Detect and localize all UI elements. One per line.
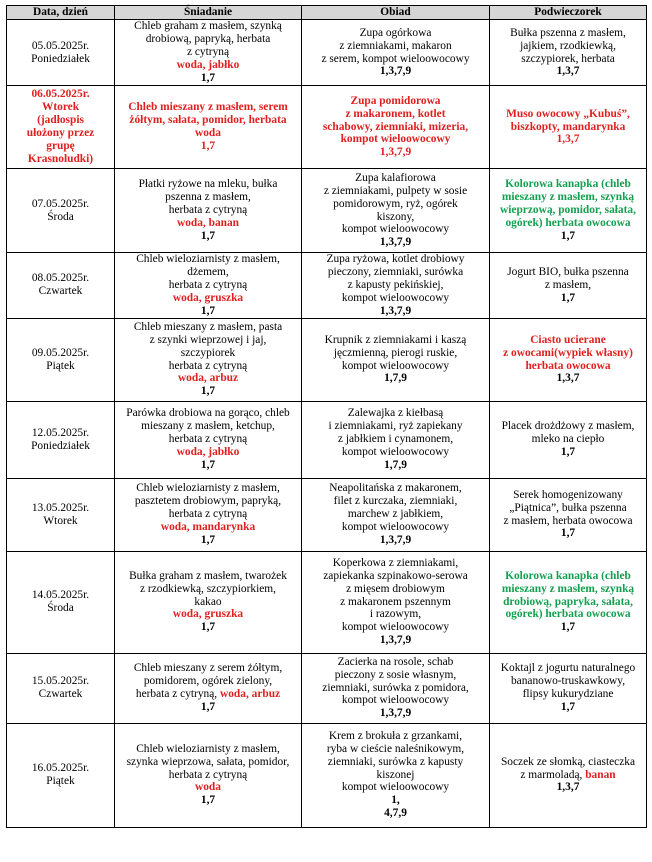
lunch-cell xyxy=(302,551,490,653)
menu-text-line: Poniedziałek xyxy=(31,52,90,65)
lunch-cell xyxy=(302,86,490,169)
menu-text-line: Chleb wieloziarnisty z masłem, xyxy=(136,742,280,755)
date-cell xyxy=(7,478,115,551)
breakfast-cell xyxy=(115,318,302,401)
menu-text-line: herbata z cytryną xyxy=(168,508,248,521)
table-row xyxy=(7,169,647,253)
menu-text-line: z szynki wieprzowej i jaj, xyxy=(149,333,267,346)
menu-text-line: 1, xyxy=(391,794,400,807)
menu-text-line: żółtym, sałata, pomidor, herbata xyxy=(129,114,287,127)
breakfast-cell xyxy=(115,20,302,86)
date-cell xyxy=(7,551,115,653)
menu-text-line: Ciasto ucierane xyxy=(530,333,606,346)
menu-text-line: pieczony z sosie własnym, xyxy=(334,668,457,681)
menu-text-line: 1,3,7 xyxy=(556,372,580,385)
lunch-cell xyxy=(302,401,490,478)
menu-text-line: Zalewajka z kiełbasą xyxy=(347,407,444,420)
menu-text-line: herbata z cytryną xyxy=(168,359,248,372)
lunch-cell xyxy=(302,653,490,723)
menu-text-line: szczypiorek xyxy=(180,346,236,359)
menu-text-line: Środa xyxy=(47,210,74,223)
menu-text-line: 1,7 xyxy=(200,304,216,317)
menu-text-line: 1,7 xyxy=(200,385,216,398)
menu-text-line: Wtorek xyxy=(43,514,78,527)
menu-text-segment: z marmoladą, xyxy=(520,768,586,781)
menu-text-line: ryba w cieście naleśnikowym, xyxy=(326,742,465,755)
header-snack: Podwieczorek xyxy=(490,6,647,20)
menu-text-line: 1,7 xyxy=(200,794,216,807)
menu-text-line: Jogurt BIO, bułka pszenna xyxy=(507,265,629,278)
breakfast-cell xyxy=(115,253,302,319)
menu-text-line: 14.05.2025r. xyxy=(31,589,90,602)
snack-cell xyxy=(490,86,647,169)
menu-text-line: 1,7 xyxy=(200,700,216,713)
menu-text-line: kiszonej xyxy=(376,768,415,781)
menu-text-line: 1,3,7 xyxy=(556,133,580,146)
breakfast-cell xyxy=(115,653,302,723)
menu-text-line: 1,3,7,9 xyxy=(379,146,412,159)
menu-text-line: Krupnik z ziemniakami i kaszą xyxy=(324,333,467,346)
snack-cell xyxy=(490,253,647,319)
header-date: Data, dzień xyxy=(7,6,115,20)
menu-text-line: 16.05.2025r. xyxy=(31,762,90,775)
menu-text-line: Parówka drobiowa na gorąco, chleb xyxy=(126,407,290,420)
menu-text-line: ziemniaki, surówka z pomidora, xyxy=(322,681,469,694)
menu-text-line: Czwartek xyxy=(38,688,83,701)
menu-text-line: 06.05.2025r. xyxy=(31,88,90,101)
date-cell xyxy=(7,401,115,478)
table-row xyxy=(7,478,647,551)
menu-text-line: drobiową, papryka, sałata, xyxy=(503,595,633,608)
menu-text-line: Krem z brokuła z grzankami, xyxy=(328,729,463,742)
menu-text-line: 1,3,7 xyxy=(556,781,580,794)
menu-text-line: Środa xyxy=(47,602,74,615)
menu-text-line: woda xyxy=(195,127,221,139)
menu-text-line: 15.05.2025r. xyxy=(31,675,90,688)
menu-text-line: Chleb wieloziarnisty z masłem, xyxy=(136,482,280,495)
menu-text-line: Bułka pszenna z masłem, xyxy=(510,26,626,39)
menu-text-line: ogórek) herbata owocowa xyxy=(505,608,631,621)
menu-text-line: kompot wieloowocowy xyxy=(341,520,450,533)
menu-text-line: 1,7 xyxy=(560,621,576,634)
menu-text-line: 1,7 xyxy=(560,291,576,304)
menu-text-line: 1,7 xyxy=(200,229,216,242)
lunch-cell xyxy=(302,253,490,319)
table-row xyxy=(7,20,647,86)
table-row xyxy=(7,253,647,319)
menu-text-line: Placek drożdżowy z masłem, xyxy=(501,420,635,433)
snack-cell xyxy=(490,653,647,723)
menu-text-line: herbata owocowa xyxy=(525,359,611,372)
menu-text-line: z ziemniakami, makaron xyxy=(339,39,452,52)
menu-text-line: 05.05.2025r. xyxy=(31,39,90,52)
table-row xyxy=(7,318,647,401)
menu-text-line: mleko na ciepło xyxy=(531,433,605,446)
menu-text-line: z jabłkiem i cynamonem, xyxy=(337,433,454,446)
menu-text-line: kakao xyxy=(194,595,222,608)
date-cell xyxy=(7,253,115,319)
menu-text-line: 12.05.2025r. xyxy=(31,426,90,439)
menu-text-line: z makaronem, kotlet xyxy=(345,107,446,120)
menu-text-line: herbata z cytryną xyxy=(168,278,248,291)
menu-text-line: 1,3,7,9 xyxy=(379,236,412,249)
menu-text-line: Chleb wieloziarnisty z masłem, xyxy=(136,253,280,265)
menu-text-line: 1,7 xyxy=(200,139,216,152)
menu-text-line: grupę xyxy=(46,139,75,152)
menu-text-line: Serek homogenizowany xyxy=(513,488,623,501)
menu-text-line: kompot wieloowocowy xyxy=(341,694,450,707)
menu-text-line: Krasnoludki) xyxy=(27,152,94,165)
menu-text-line: Chleb mieszany z masłem, serem xyxy=(128,101,288,114)
table-row xyxy=(7,86,647,169)
menu-text-line: dżemem, xyxy=(187,265,229,278)
menu-text-line: „Piątnica”, bułka pszenna xyxy=(509,501,627,514)
menu-text-segment: banan xyxy=(585,768,616,781)
menu-text-line: 1,7 xyxy=(560,229,576,242)
menu-text-line: 1,7 xyxy=(200,458,216,471)
menu-text-line: Zacierka na rosole, schab xyxy=(337,655,454,668)
table-row xyxy=(7,653,647,723)
snack-cell xyxy=(490,318,647,401)
menu-text-line: 13.05.2025r. xyxy=(31,501,90,514)
menu-text-line: Piątek xyxy=(46,775,75,788)
menu-text-line: jajkiem, rzodkiewką, xyxy=(520,39,616,52)
menu-text-line: Neapolitańska z makaronem, xyxy=(329,482,462,495)
menu-text-line: woda, gruszka xyxy=(172,291,244,304)
menu-text-line: 07.05.2025r. xyxy=(31,197,90,210)
menu-text-line: Koperkowa z ziemniakami, xyxy=(332,556,459,569)
menu-text-line: kompot wieloowocowy xyxy=(340,133,451,146)
menu-text-line: z rzodkiewką, szczypiorkiem, xyxy=(140,582,276,595)
menu-text-line: Kolorowa kanapka (chleb xyxy=(505,569,631,582)
menu-text-line xyxy=(492,769,644,782)
lunch-cell xyxy=(302,478,490,551)
menu-text-line: pasztetem drobiowym, papryką, xyxy=(134,495,282,508)
menu-text-line: Czwartek xyxy=(38,285,83,298)
menu-text-line: schabowy, ziemniaki, mizeria, xyxy=(322,120,469,133)
menu-text-line: Koktajl z jogurtu naturalnego xyxy=(500,662,636,675)
header-row xyxy=(7,6,647,20)
menu-text-line: Poniedziałek xyxy=(31,439,90,452)
menu-text-line: mieszany z masłem, szynką xyxy=(501,582,635,595)
menu-text-line: i razowym, xyxy=(369,608,422,621)
menu-text-segment: woda, arbuz xyxy=(220,688,281,701)
lunch-cell xyxy=(302,169,490,253)
menu-text-line: woda, mandarynka xyxy=(160,520,256,533)
menu-text-line: ułożony przez xyxy=(26,127,95,139)
breakfast-cell xyxy=(115,169,302,253)
menu-text-line: 09.05.2025r. xyxy=(31,346,90,359)
table-row xyxy=(7,551,647,653)
menu-text-line: drobiową, papryką, herbata xyxy=(145,33,271,46)
menu-text-line: kompot wieloowocowy xyxy=(341,445,450,458)
menu-text-line: 1,3,7,9 xyxy=(379,634,412,647)
menu-text-line: Zupa pomidorowa xyxy=(350,94,441,107)
menu-text-line: 1,3,7 xyxy=(556,65,580,78)
date-cell xyxy=(7,20,115,86)
menu-text-line: woda xyxy=(195,781,221,794)
date-cell xyxy=(7,318,115,401)
menu-text-line: pomidorowym, ryż, ogórek xyxy=(333,197,458,210)
menu-text-line: ogórek) herbata owocowa xyxy=(505,216,631,229)
menu-text-line: 4,7,9 xyxy=(384,807,407,820)
menu-text-segment: herbata z cytryną, xyxy=(135,688,220,701)
menu-text-line: Zupa kalafiorowa xyxy=(355,171,436,184)
menu-text-line: bananowo-truskawkowy, xyxy=(510,675,626,688)
menu-text-line: mieszany z masłem, szynką xyxy=(501,191,635,204)
menu-text-line: woda, jabłko xyxy=(176,58,240,71)
lunch-cell xyxy=(302,723,490,827)
menu-text-line: pieczony, ziemniaki, surówka xyxy=(327,265,464,278)
menu-text-line: marchew z jabłkiem, xyxy=(347,508,444,521)
table-row xyxy=(7,401,647,478)
menu-text-line: zapiekanka szpinakowo-serowa xyxy=(323,569,468,582)
date-cell xyxy=(7,86,115,169)
menu-text-line: z cytryną xyxy=(186,46,230,59)
menu-text-line: szynka wieprzowa, sałata, pomidor, xyxy=(126,755,290,768)
menu-text-line xyxy=(117,688,299,701)
menu-text-line: pszenna z masłem, xyxy=(165,191,251,204)
menu-text-line: 1,7 xyxy=(560,527,576,540)
menu-text-line: szczypiorek, herbata xyxy=(521,52,615,65)
menu-text-line: Kolorowa kanapka (chleb xyxy=(505,178,631,191)
lunch-cell xyxy=(302,318,490,401)
menu-text-line: 1,7,9 xyxy=(384,372,407,385)
menu-text-line: pomidorem, ogórek zielony, xyxy=(143,675,273,688)
breakfast-cell xyxy=(115,86,302,169)
menu-text-line: z serem, kompot wieloowocowy xyxy=(321,52,470,65)
menu-text-line: jęczmienną, pierogi ruskie, xyxy=(333,346,458,359)
menu-text-line: 1,3,7,9 xyxy=(379,533,412,546)
menu-text-line: z masłem, herbata owocowa xyxy=(503,514,633,527)
menu-text-line: (jadłospis xyxy=(37,114,84,127)
menu-text-line: z mięsem drobiowym xyxy=(346,582,445,595)
menu-text-line: Muso owocowy „Kubuś”, xyxy=(506,107,630,120)
menu-text-line: 1,7 xyxy=(200,533,216,546)
menu-text-line: kompot wieloowocowy xyxy=(341,359,450,372)
menu-text-line: Bułka graham z masłem, twarożek xyxy=(129,569,287,582)
menu-text-line: kompot wieloowocowy xyxy=(341,223,450,236)
menu-text-line: 1,3,7,9 xyxy=(379,65,412,78)
header-lunch: Obiad xyxy=(302,6,490,20)
breakfast-cell xyxy=(115,478,302,551)
breakfast-cell xyxy=(115,723,302,827)
lunch-cell xyxy=(302,20,490,86)
menu-table xyxy=(6,5,647,828)
menu-text-line: Wtorek xyxy=(41,101,80,114)
snack-cell xyxy=(490,169,647,253)
menu-text-line: ziemniaki, surówka z kapusty xyxy=(327,755,464,768)
menu-text-line: Chleb mieszany z serem żółtym, xyxy=(133,662,283,675)
menu-text-line: herbata z cytryną xyxy=(168,204,248,217)
menu-text-line: 1,7 xyxy=(200,621,216,634)
menu-text-line: z makaronem pszennym xyxy=(340,595,451,608)
date-cell xyxy=(7,169,115,253)
snack-cell xyxy=(490,401,647,478)
menu-text-line: z ziemniakami, pulpety w sosie xyxy=(323,184,468,197)
menu-text-line: filet z kurczaka, ziemniaki, xyxy=(333,495,458,508)
menu-text-line: Zupa ryżowa, kotlet drobiowy xyxy=(326,253,465,265)
menu-text-line: 1,7 xyxy=(560,700,576,713)
date-cell xyxy=(7,653,115,723)
menu-text-line: Zupa ogórkowa xyxy=(359,26,432,39)
menu-text-line: kompot wieloowocowy xyxy=(341,291,450,304)
snack-cell xyxy=(490,551,647,653)
menu-text-line: 1,3,7,9 xyxy=(379,707,412,720)
menu-text-line: 08.05.2025r. xyxy=(31,272,90,285)
date-cell xyxy=(7,723,115,827)
snack-cell xyxy=(490,20,647,86)
menu-text-line: biszkopty, mandarynka xyxy=(510,120,626,133)
table-row xyxy=(7,723,647,827)
menu-text-line: woda, arbuz xyxy=(177,372,239,385)
breakfast-cell xyxy=(115,401,302,478)
menu-text-line: kompot wieloowocowy xyxy=(341,781,450,794)
menu-text-line: woda, jabłko xyxy=(176,445,240,458)
menu-text-line: 1,7 xyxy=(560,445,576,458)
menu-text-line: Chleb graham z masłem, szynką xyxy=(134,20,282,33)
menu-text-line: kiszony, xyxy=(376,210,415,223)
menu-text-line: Płatki ryżowe na mleku, bułka xyxy=(138,178,278,191)
menu-text-line: wieprzową, pomidor, sałata, xyxy=(500,204,636,217)
header-breakfast: Śniadanie xyxy=(115,6,302,20)
menu-text-line: Chleb mieszany z masłem, pasta xyxy=(133,320,283,333)
menu-text-line: 1,3,7,9 xyxy=(379,304,412,317)
menu-text-line: z kapusty pekińskiej, xyxy=(347,278,444,291)
menu-text-line: woda, gruszka xyxy=(172,608,244,621)
menu-text-line: 1,7,9 xyxy=(384,458,407,471)
snack-cell xyxy=(490,478,647,551)
menu-text-line: z owocami(wypiek własny) xyxy=(503,346,633,359)
menu-text-line: z masłem, xyxy=(544,278,592,291)
menu-text-line: herbata z cytryną xyxy=(168,433,248,446)
menu-text-line: i ziemniakami, ryż zapiekany xyxy=(328,420,463,433)
breakfast-cell xyxy=(115,551,302,653)
menu-text-line: woda, banan xyxy=(176,216,240,229)
menu-text-line: kompot wieloowocowy xyxy=(341,621,450,634)
menu-text-line: herbata z cytryną xyxy=(168,768,248,781)
menu-text-line: mieszany z masłem, ketchup, xyxy=(141,420,275,433)
menu-text-line: Piątek xyxy=(46,359,75,372)
snack-cell xyxy=(490,723,647,827)
menu-text-line: Soczek ze słomką, ciasteczka xyxy=(500,755,636,768)
menu-text-line: 1,7 xyxy=(200,71,216,84)
menu-text-line: flipsy kukurydziane xyxy=(522,688,614,701)
